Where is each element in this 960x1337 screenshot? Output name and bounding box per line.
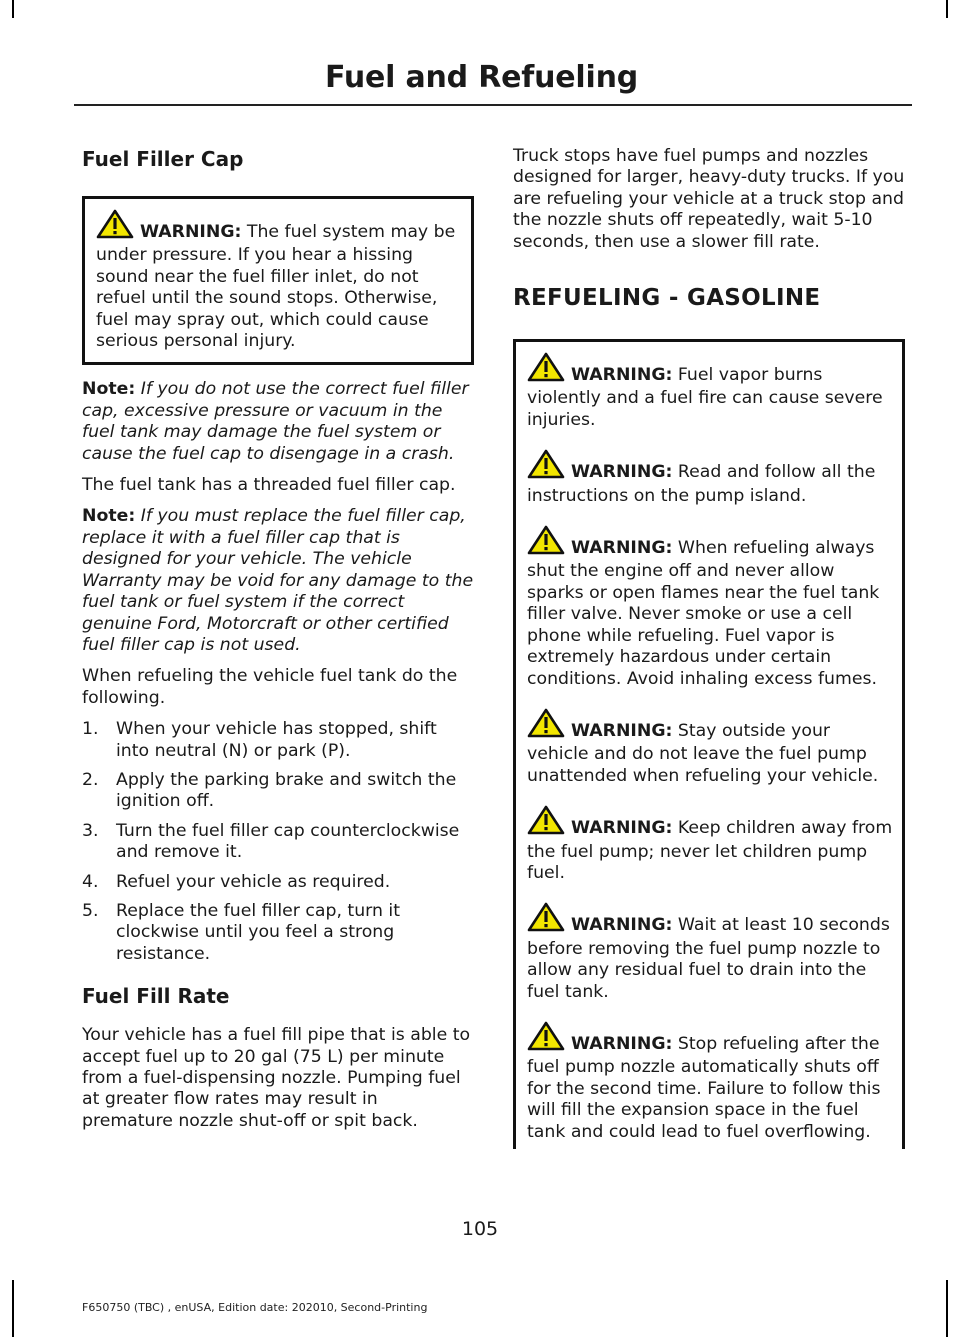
warning-item bbox=[527, 525, 895, 690]
note-text: If you do not use the correct fuel filler cap, excessive pressure or vacuum in the fuel tank may damage the fuel system or cause the fuel cap to disengage in a crash. bbox=[82, 379, 469, 464]
note-paragraph bbox=[82, 379, 474, 465]
note-text: If you must replace the fuel filler cap, replace it with a fuel filler cap that is designed for your vehicle. The vehicle Warranty may be void for any damage to the fuel tank or fuel system if the correct genuine Ford, Motorcraft or other certified fuel filler cap is not used. bbox=[82, 506, 474, 655]
body-paragraph: Your vehicle has a fuel fill pipe that is able to accept fuel up to 20 gal (75 L) per minute from a fuel-dispensing nozzle. Pumping fuel at greater flow rates may result in premature nozzle shut-off or spit back. bbox=[82, 1025, 471, 1131]
warning-item bbox=[527, 805, 895, 884]
warning-text: When refueling always shut the engine off and never allow sparks or open flames near the fuel tank filler valve. Never smoke or use a cell phone while refueling. Fuel vapor is extremely hazardous under certain conditions. Avoid inhaling excess fumes. bbox=[527, 538, 880, 689]
list-item bbox=[82, 770, 474, 813]
right-column bbox=[513, 146, 905, 1163]
warning-triangle-icon bbox=[527, 352, 565, 388]
note-label: Note: bbox=[82, 379, 136, 400]
warning-box bbox=[513, 339, 905, 1149]
page-number: 105 bbox=[461, 1218, 499, 1240]
crop-mark bbox=[946, 1280, 948, 1337]
warning-triangle-icon bbox=[527, 1021, 565, 1057]
warning-label: WARNING: bbox=[571, 538, 673, 559]
warning-triangle-icon bbox=[527, 805, 565, 841]
warning-triangle-icon bbox=[96, 209, 134, 245]
step-text: When your vehicle has stopped, shift into neutral (N) or park (P). bbox=[116, 719, 437, 761]
warning-item bbox=[527, 708, 895, 787]
warning-label: WARNING: bbox=[571, 720, 673, 741]
warning-item bbox=[96, 209, 464, 352]
step-text: Refuel your vehicle as required. bbox=[116, 871, 391, 892]
warning-text: Read and follow all the instructions on the pump island. bbox=[527, 462, 876, 506]
warning-triangle-icon bbox=[527, 525, 565, 561]
step-text: Apply the parking brake and switch the ignition off. bbox=[116, 769, 457, 812]
warning-label: WARNING: bbox=[571, 818, 673, 839]
warning-triangle-icon bbox=[527, 902, 565, 938]
warning-item bbox=[527, 352, 895, 431]
warning-label: WARNING: bbox=[571, 915, 673, 936]
warning-label: WARNING: bbox=[571, 365, 673, 386]
note-paragraph bbox=[82, 506, 474, 656]
crop-mark bbox=[12, 1280, 14, 1337]
warning-item bbox=[527, 449, 895, 507]
step-number: 2. bbox=[82, 769, 99, 790]
warning-text: Keep children away from the fuel pump; never let children pump fuel. bbox=[527, 818, 893, 883]
crop-mark bbox=[946, 0, 948, 18]
refuel-steps-list bbox=[82, 719, 474, 965]
step-text: Turn the fuel filler cap counterclockwise and remove it. bbox=[116, 820, 460, 863]
warning-text: Fuel vapor burns violently and a fuel fire can cause severe injuries. bbox=[527, 365, 883, 430]
warning-text: Stop refueling after the fuel pump nozzle automatically shuts off for the second time. Failure to follow this will fill the expansion space in the fuel tank and could lead to fuel overflowing. bbox=[527, 1033, 881, 1142]
footer-edition-info: F650750 (TBC) , enUSA, Edition date: 202010, Second-Printing bbox=[82, 1301, 428, 1314]
warning-text: The fuel system may be under pressure. If you hear a hissing sound near the fuel filler inlet, do not refuel until the sound stops. Otherwise, fuel may spray out, which could cause serious personal injury. bbox=[96, 222, 456, 352]
page-title: Fuel and Refueling bbox=[325, 60, 638, 95]
note-label: Note: bbox=[82, 506, 136, 527]
body-paragraph: When refueling the vehicle fuel tank do the following. bbox=[82, 666, 458, 708]
step-number: 4. bbox=[82, 871, 99, 892]
warning-triangle-icon bbox=[527, 449, 565, 485]
step-number: 3. bbox=[82, 820, 99, 841]
list-item bbox=[82, 872, 474, 893]
header-divider bbox=[74, 104, 912, 106]
list-item bbox=[82, 901, 474, 965]
warning-item bbox=[527, 1021, 895, 1143]
refueling-gasoline-heading: REFUELING - GASOLINE bbox=[513, 285, 821, 312]
fuel-filler-cap-heading: Fuel Filler Cap bbox=[82, 147, 244, 171]
warning-label: WARNING: bbox=[571, 1033, 673, 1054]
step-number: 5. bbox=[82, 900, 99, 921]
warning-box bbox=[82, 196, 474, 365]
list-item bbox=[82, 821, 474, 864]
crop-mark bbox=[12, 0, 14, 18]
warning-label: WARNING: bbox=[140, 222, 242, 242]
step-text: Replace the fuel filler cap, turn it clockwise until you feel a strong resistance. bbox=[116, 900, 400, 964]
body-paragraph: Truck stops have fuel pumps and nozzles designed for larger, heavy-duty trucks. If you are refueling your vehicle at a truck stop and the nozzle shuts off repeatedly, wait 5-10 seconds, then use a slower fill rate. bbox=[513, 146, 905, 252]
warning-text: Wait at least 10 seconds before removing the fuel pump nozzle to allow any residual fuel to drain into the fuel tank. bbox=[527, 915, 890, 1002]
warning-label: WARNING: bbox=[571, 462, 673, 483]
warning-triangle-icon bbox=[527, 708, 565, 744]
left-column bbox=[82, 146, 474, 1142]
fuel-fill-rate-heading: Fuel Fill Rate bbox=[82, 984, 230, 1009]
warning-item bbox=[527, 902, 895, 1003]
step-number: 1. bbox=[82, 719, 99, 740]
warning-text: Stay outside your vehicle and do not leave the fuel pump unattended when refueling your vehicle. bbox=[527, 720, 879, 786]
list-item bbox=[82, 719, 474, 762]
body-paragraph: The fuel tank has a threaded fuel filler cap. bbox=[82, 475, 456, 496]
